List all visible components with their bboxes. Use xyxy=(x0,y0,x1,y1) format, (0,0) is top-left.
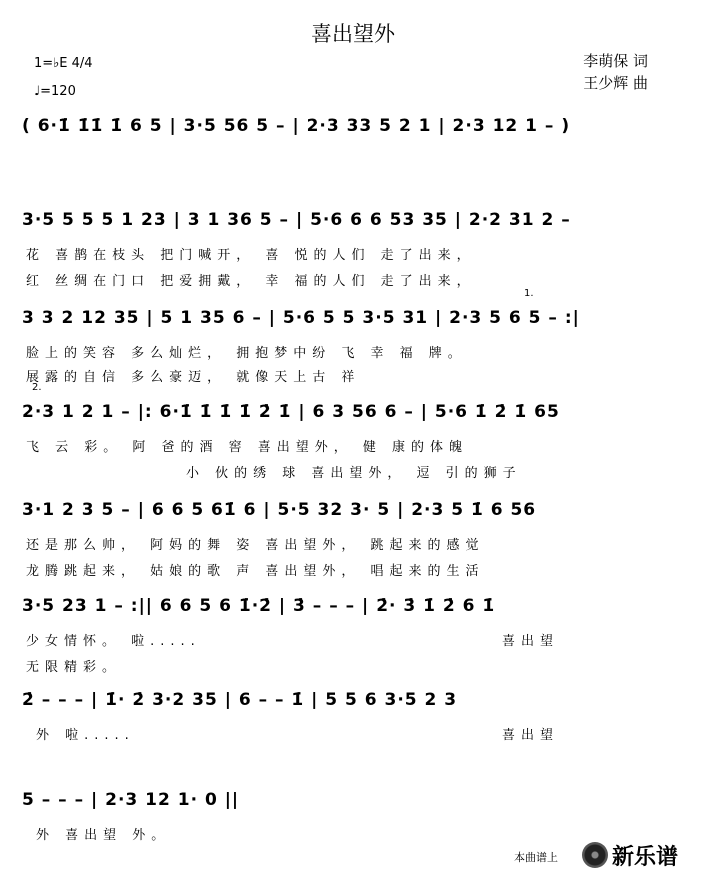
lyric-row-2-verse-1: 脸上的笑容 多么灿烂， 拥抱梦中纷 飞 幸 福 牌。 xyxy=(26,346,467,361)
tempo-marking: ♩=120 xyxy=(34,84,76,99)
lyric-row-6: 外 啦..... xyxy=(36,728,135,743)
lyric-row-1-verse-1: 花 喜鹊在枝头 把门喊开， 喜 悦的人们 走了出来， xyxy=(26,248,476,263)
lyric-row-5-verse-1: 少女情怀。 啦..... xyxy=(26,634,201,649)
notation-row-6: 2̇ – – – | 1̇· 2̇ 3·2 35 | 6 – – 1̇ | 5 5 6 3·5 2 3 xyxy=(22,690,458,710)
notation-row-5: 3·5 23 1 – :|| 6 6 5 6 1̇·2̇ | 3̇ – – – | 2̇· 3̇ 1̇ 2̇ 6 1̇ xyxy=(22,596,496,616)
notation-row-2: 3 3 2 12 35 | 5 1 35 6 – | 5·6 5 5 3·5 31 | 2·3 5 6 5 – :| xyxy=(22,308,580,328)
footer-text: 本曲谱上 xyxy=(514,851,558,864)
lyric-row-1-verse-2: 红 丝绸在门口 把爱拥戴， 幸 福的人们 走了出来， xyxy=(26,274,476,289)
notation-row-7: 5 – – – | 2·3 12 1· 0 || xyxy=(22,790,240,810)
score-title: 喜出望外 xyxy=(311,22,395,46)
lyric-row-5-refrain: 喜出望 xyxy=(502,634,560,649)
vinyl-logo-icon xyxy=(582,842,608,868)
lyric-row-5-verse-2: 无限精彩。 xyxy=(26,660,122,675)
lyric-row-2-verse-2: 展露的自信 多么豪迈， 就像天上古 祥 xyxy=(26,370,361,385)
composer: 王少辉 曲 xyxy=(583,74,648,92)
lyric-row-4-verse-1: 还是那么帅， 阿妈的舞 姿 喜出望外， 跳起来的感觉 xyxy=(26,538,485,553)
notation-row-1: 3·5 5 5 5 1 23 | 3 1 36 5 – | 5·6 6 6 53 35 | 2·2 31 2 – xyxy=(22,210,571,230)
volta-2-label: 2. xyxy=(32,382,42,393)
notation-row-3: 2·3 1 2 1 – |: 6·1̇ 1̇ 1̇ 1̇ 2̇ 1̇ | 6 3 56 6 – | 5·6 1̇ 2̇ 1̇ 65 xyxy=(22,402,560,422)
brand-logo[interactable]: 新乐谱 xyxy=(612,845,679,870)
lyric-row-4-verse-2: 龙腾跳起来， 姑娘的歌 声 喜出望外， 唱起来的生活 xyxy=(26,564,485,579)
lyric-row-3-verse-1: 飞 云 彩。 阿 爸的酒 窖 喜出望外， 健 康的体魄 xyxy=(26,440,469,455)
lyricist: 李萌保 词 xyxy=(583,52,648,70)
lyric-row-3-verse-2: 小 伙的绣 球 喜出望外， 逗 引的狮子 xyxy=(186,466,522,481)
lyric-row-6-refrain: 喜出望 xyxy=(502,728,560,743)
notation-row-4: 3·1 2 3 5 – | 6 6 5 61̇ 6 | 5·5 32 3· 5 | 2·3 5 1̇ 6 56 xyxy=(22,500,537,520)
key-signature: 1=♭E 4/4 xyxy=(34,56,93,71)
volta-1-label: 1. xyxy=(524,288,534,299)
notation-row-intro: ( 6·1̇ 1̇1̇ 1̇ 6 5 | 3·5 56 5 – | 2·3 33 5 2 1 | 2·3 12 1 – ) xyxy=(22,116,571,136)
lyric-row-7: 外 喜出望 外。 xyxy=(36,828,171,843)
